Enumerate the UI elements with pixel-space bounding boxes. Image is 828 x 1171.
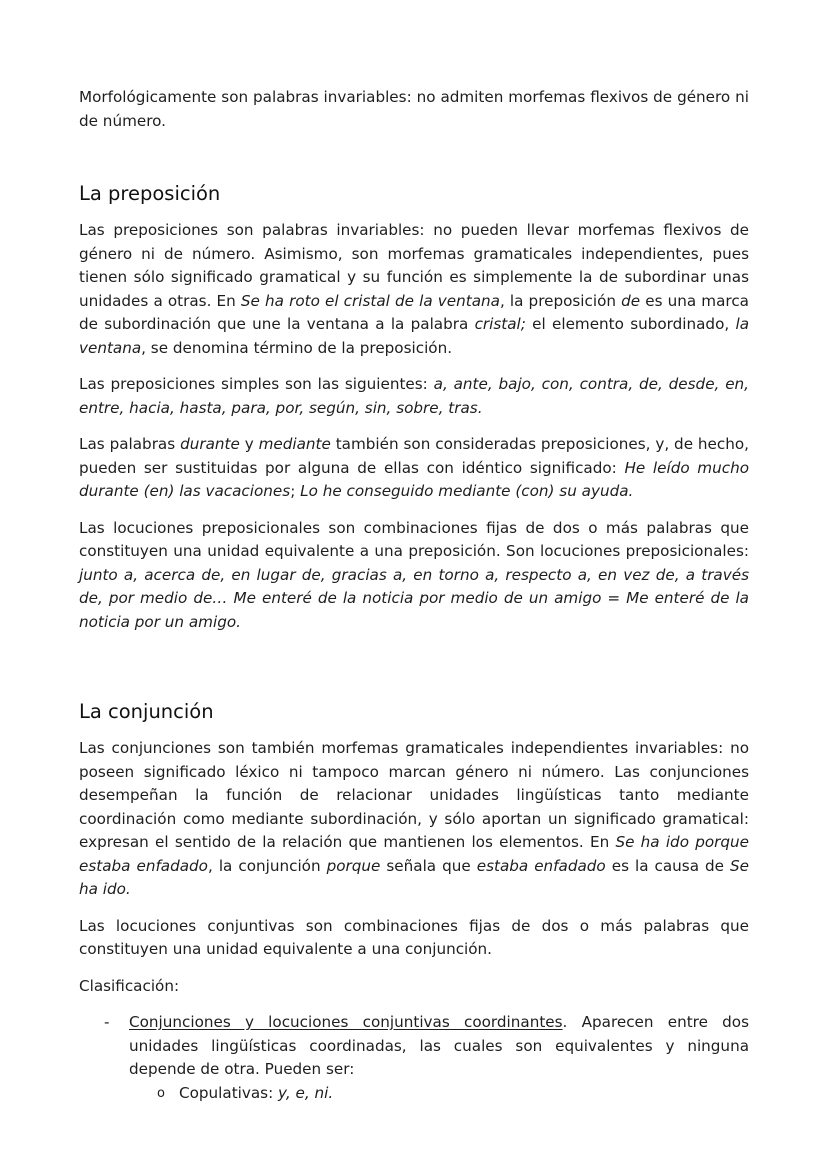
clasificacion-label	[79, 975, 749, 999]
clasificacion-list	[79, 1011, 749, 1105]
example: Se ha ido porque estaba enfadado	[79, 833, 750, 875]
example: de	[621, 291, 641, 310]
text: Las locuciones conjuntivas son combinaciones fijas de dos o más palabras que constituyen una unidad equivalente a una conjunción.	[79, 916, 749, 958]
sub-values: y, e, ni.	[278, 1083, 334, 1102]
text: Las preposiciones son palabras invariables: no pueden llevar morfemas flexivos de género ni de número. Asimismo, son morfemas gramaticales independientes, pues tienen sólo significado gramatical y su función es simplemente la de subordinar unas unidades a otras. En	[79, 221, 749, 310]
text: también son consideradas preposiciones, y, de hecho, pueden ser sustituidas por alguna de ellas con idéntico significado:	[79, 435, 749, 477]
dash-bullet: -	[104, 1013, 110, 1031]
text: Las palabras	[79, 435, 181, 453]
text: Las preposiciones simples son las siguientes:	[79, 375, 434, 393]
heading-preposicion: La preposición	[79, 182, 221, 205]
text: y	[239, 435, 259, 453]
example: la ventana	[79, 315, 749, 357]
example: estaba enfadado	[476, 856, 606, 875]
text: Clasificación:	[79, 976, 180, 995]
example-list: junto a, acerca de, en lugar de, gracias a, en torno a, respecto a, en vez de, a través de, por medio de… Me enteré de la noticia por medio de un amigo = Me enteré de la noticia por un amigo.	[79, 565, 749, 631]
circle-bullet: o	[157, 1085, 165, 1101]
preposicion-paragraph-1	[79, 219, 749, 360]
text: ;	[290, 482, 301, 500]
conjuncion-paragraph-2	[79, 915, 749, 962]
list-item	[79, 1011, 749, 1082]
intro-paragraph	[79, 86, 749, 133]
text: Las conjunciones son también morfemas gramaticales independientes invariables: no poseen significado léxico ni tampoco marcan género ni número. Las conjunciones desempeñan la función de relacionar unidades lingüísticas tanto mediante coordinación como mediante subordinación, y sólo aportan un significado gramatical: expresan el sentido de la relación que mantienen los elementos. En	[79, 739, 749, 851]
text: el elemento subordinado,	[525, 315, 736, 333]
text: . Aparecen entre dos unidades lingüísticas coordinadas, las cuales son equivalentes y ninguna depende de otra. Pueden ser:	[129, 1013, 749, 1078]
sub-label: Copulativas:	[179, 1083, 279, 1102]
item-title: Conjunciones y locuciones conjuntivas coordinantes	[129, 1013, 563, 1031]
intro-text: Morfológicamente son palabras invariables: no admiten morfemas flexivos de género ni de número.	[79, 88, 749, 130]
example: mediante	[258, 435, 331, 453]
example: Lo he conseguido mediante (con) su ayuda.	[300, 482, 634, 500]
example-list: a, ante, bajo, con, contra, de, desde, en, entre, hacia, hasta, para, por, según, sin, sobre, tras.	[79, 375, 749, 417]
example: Se ha roto el cristal de la ventana	[240, 291, 500, 310]
heading-conjuncion: La conjunción	[79, 700, 214, 723]
text: señala que	[380, 856, 477, 875]
example: Se ha ido.	[79, 856, 750, 898]
text: , la conjunción	[207, 856, 327, 875]
example: durante	[180, 435, 240, 453]
text: , la preposición	[499, 291, 622, 310]
preposicion-paragraph-4	[79, 517, 749, 635]
conjuncion-paragraph-1	[79, 737, 749, 902]
text: es una marca de subordinación que une la ventana a la palabra	[79, 291, 749, 333]
preposicion-paragraph-3	[79, 433, 749, 504]
example: He leído mucho durante (en) las vacaciones	[79, 458, 749, 500]
example: porque	[326, 856, 381, 875]
text: , se denomina término de la preposición.	[141, 338, 453, 357]
sub-list-item	[79, 1082, 749, 1106]
text: es la causa de	[605, 856, 731, 875]
example: cristal;	[474, 315, 526, 333]
preposicion-paragraph-2	[79, 373, 749, 420]
text: Las locuciones preposicionales son combinaciones fijas de dos o más palabras que constituyen una unidad equivalente a una preposición. Son locuciones preposicionales:	[79, 518, 749, 560]
